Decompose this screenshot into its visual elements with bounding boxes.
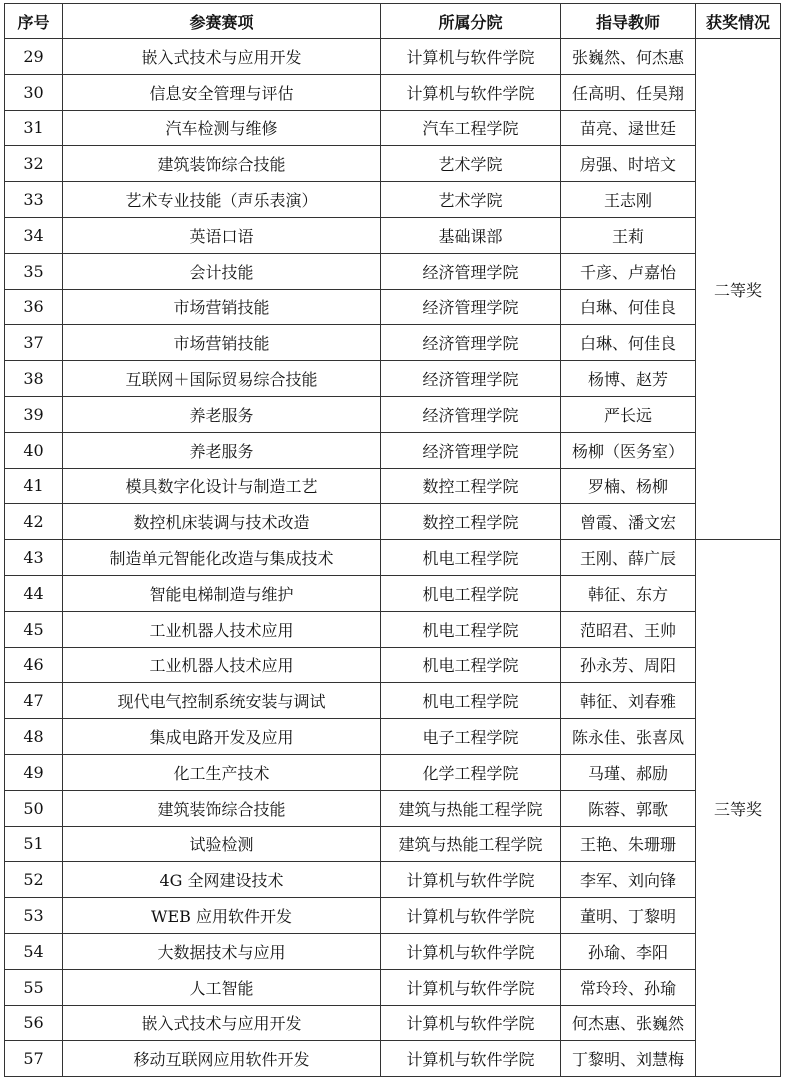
row-index: 31 — [5, 110, 63, 146]
row-college: 建筑与热能工程学院 — [381, 790, 561, 826]
row-college: 计算机与软件学院 — [381, 39, 561, 75]
header-row — [5, 4, 781, 39]
table-row — [5, 683, 781, 719]
row-teachers: 何杰惠、张巍然 — [561, 1005, 696, 1041]
table-row — [5, 432, 781, 468]
row-college: 经济管理学院 — [381, 253, 561, 289]
table-row — [5, 289, 781, 325]
row-college: 计算机与软件学院 — [381, 898, 561, 934]
row-teachers: 孙永芳、周阳 — [561, 647, 696, 683]
row-index: 40 — [5, 432, 63, 468]
row-event: 移动互联网应用软件开发 — [63, 1041, 381, 1077]
row-event: 工业机器人技术应用 — [63, 611, 381, 647]
row-event: 嵌入式技术与应用开发 — [63, 1005, 381, 1041]
awards-table — [4, 3, 781, 1077]
row-teachers: 董明、丁黎明 — [561, 898, 696, 934]
row-index: 42 — [5, 504, 63, 540]
row-index: 43 — [5, 540, 63, 576]
row-college: 计算机与软件学院 — [381, 1041, 561, 1077]
header-teachers: 指导教师 — [561, 4, 696, 39]
row-index: 56 — [5, 1005, 63, 1041]
table-row — [5, 39, 781, 75]
row-college: 电子工程学院 — [381, 719, 561, 755]
row-index: 54 — [5, 933, 63, 969]
row-college: 经济管理学院 — [381, 432, 561, 468]
row-event: 会计技能 — [63, 253, 381, 289]
row-college: 数控工程学院 — [381, 504, 561, 540]
row-event: 养老服务 — [63, 396, 381, 432]
row-index: 49 — [5, 754, 63, 790]
row-index: 36 — [5, 289, 63, 325]
table-row — [5, 969, 781, 1005]
row-teachers: 曾霞、潘文宏 — [561, 504, 696, 540]
row-index: 45 — [5, 611, 63, 647]
row-college: 经济管理学院 — [381, 361, 561, 397]
row-event: 建筑装饰综合技能 — [63, 790, 381, 826]
row-event: 4G 全网建设技术 — [63, 862, 381, 898]
row-event: 建筑装饰综合技能 — [63, 146, 381, 182]
row-college: 计算机与软件学院 — [381, 1005, 561, 1041]
row-event: 英语口语 — [63, 217, 381, 253]
row-teachers: 千彦、卢嘉怡 — [561, 253, 696, 289]
row-college: 机电工程学院 — [381, 683, 561, 719]
row-index: 50 — [5, 790, 63, 826]
row-teachers: 杨博、赵芳 — [561, 361, 696, 397]
row-event: 信息安全管理与评估 — [63, 74, 381, 110]
table-row — [5, 361, 781, 397]
row-index: 41 — [5, 468, 63, 504]
row-college: 建筑与热能工程学院 — [381, 826, 561, 862]
row-teachers: 孙瑜、李阳 — [561, 933, 696, 969]
row-index: 57 — [5, 1041, 63, 1077]
row-event: 集成电路开发及应用 — [63, 719, 381, 755]
row-event: 市场营销技能 — [63, 325, 381, 361]
header-award: 获奖情况 — [696, 4, 781, 39]
row-college: 艺术学院 — [381, 146, 561, 182]
row-index: 53 — [5, 898, 63, 934]
table-row — [5, 790, 781, 826]
row-index: 51 — [5, 826, 63, 862]
row-teachers: 丁黎明、刘慧梅 — [561, 1041, 696, 1077]
table-row — [5, 146, 781, 182]
row-college: 机电工程学院 — [381, 575, 561, 611]
row-teachers: 马瑾、郝励 — [561, 754, 696, 790]
row-college: 计算机与软件学院 — [381, 862, 561, 898]
row-event: 养老服务 — [63, 432, 381, 468]
row-event: 大数据技术与应用 — [63, 933, 381, 969]
table-body — [5, 39, 781, 1077]
row-college: 机电工程学院 — [381, 540, 561, 576]
row-teachers: 范昭君、王帅 — [561, 611, 696, 647]
table-row — [5, 826, 781, 862]
row-college: 基础课部 — [381, 217, 561, 253]
row-index: 44 — [5, 575, 63, 611]
row-index: 35 — [5, 253, 63, 289]
row-event: 汽车检测与维修 — [63, 110, 381, 146]
row-teachers: 韩征、刘春雅 — [561, 683, 696, 719]
table-row — [5, 74, 781, 110]
row-event: 人工智能 — [63, 969, 381, 1005]
table-row — [5, 540, 781, 576]
row-event: 互联网＋国际贸易综合技能 — [63, 361, 381, 397]
row-teachers: 王志刚 — [561, 182, 696, 218]
row-index: 34 — [5, 217, 63, 253]
table-row — [5, 898, 781, 934]
row-college: 数控工程学院 — [381, 468, 561, 504]
table-row — [5, 647, 781, 683]
award-level: 二等奖 — [696, 39, 781, 540]
row-index: 33 — [5, 182, 63, 218]
row-event: 现代电气控制系统安装与调试 — [63, 683, 381, 719]
row-index: 38 — [5, 361, 63, 397]
row-teachers: 白琳、何佳良 — [561, 289, 696, 325]
table-row — [5, 504, 781, 540]
row-index: 55 — [5, 969, 63, 1005]
header-index: 序号 — [5, 4, 63, 39]
row-index: 52 — [5, 862, 63, 898]
table-row — [5, 110, 781, 146]
row-college: 计算机与软件学院 — [381, 74, 561, 110]
table-row — [5, 862, 781, 898]
row-index: 37 — [5, 325, 63, 361]
row-index: 30 — [5, 74, 63, 110]
row-event: 智能电梯制造与维护 — [63, 575, 381, 611]
row-event: 艺术专业技能（声乐表演） — [63, 182, 381, 218]
row-event: 工业机器人技术应用 — [63, 647, 381, 683]
row-event: 嵌入式技术与应用开发 — [63, 39, 381, 75]
row-event: 试验检测 — [63, 826, 381, 862]
row-index: 29 — [5, 39, 63, 75]
row-teachers: 陈蓉、郭歌 — [561, 790, 696, 826]
row-event: WEB 应用软件开发 — [63, 898, 381, 934]
row-teachers: 王刚、薛广辰 — [561, 540, 696, 576]
row-event: 制造单元智能化改造与集成技术 — [63, 540, 381, 576]
row-college: 艺术学院 — [381, 182, 561, 218]
table-row — [5, 182, 781, 218]
table-row — [5, 1005, 781, 1041]
row-teachers: 常玲玲、孙瑜 — [561, 969, 696, 1005]
row-teachers: 苗亮、逯世廷 — [561, 110, 696, 146]
table-row — [5, 325, 781, 361]
table-row — [5, 253, 781, 289]
table-row — [5, 575, 781, 611]
award-level: 三等奖 — [696, 540, 781, 1077]
row-teachers: 韩征、东方 — [561, 575, 696, 611]
row-teachers: 房强、时培文 — [561, 146, 696, 182]
row-college: 化学工程学院 — [381, 754, 561, 790]
row-teachers: 王莉 — [561, 217, 696, 253]
row-college: 机电工程学院 — [381, 611, 561, 647]
table-row — [5, 754, 781, 790]
row-college: 经济管理学院 — [381, 396, 561, 432]
row-teachers: 陈永佳、张喜凤 — [561, 719, 696, 755]
row-event: 化工生产技术 — [63, 754, 381, 790]
table-row — [5, 611, 781, 647]
table-row — [5, 217, 781, 253]
row-college: 机电工程学院 — [381, 647, 561, 683]
table-row — [5, 719, 781, 755]
table-row — [5, 396, 781, 432]
row-teachers: 王艳、朱珊珊 — [561, 826, 696, 862]
row-teachers: 严长远 — [561, 396, 696, 432]
table-row — [5, 1041, 781, 1077]
row-event: 模具数字化设计与制造工艺 — [63, 468, 381, 504]
row-index: 46 — [5, 647, 63, 683]
row-index: 48 — [5, 719, 63, 755]
row-index: 32 — [5, 146, 63, 182]
header-college: 所属分院 — [381, 4, 561, 39]
row-teachers: 任高明、任昊翔 — [561, 74, 696, 110]
row-teachers: 张巍然、何杰惠 — [561, 39, 696, 75]
row-college: 计算机与软件学院 — [381, 933, 561, 969]
row-index: 47 — [5, 683, 63, 719]
row-event: 市场营销技能 — [63, 289, 381, 325]
row-index: 39 — [5, 396, 63, 432]
row-college: 汽车工程学院 — [381, 110, 561, 146]
row-event: 数控机床装调与技术改造 — [63, 504, 381, 540]
table-row — [5, 468, 781, 504]
table-row — [5, 933, 781, 969]
row-college: 经济管理学院 — [381, 325, 561, 361]
row-teachers: 杨柳（医务室） — [561, 432, 696, 468]
row-teachers: 罗楠、杨柳 — [561, 468, 696, 504]
row-college: 计算机与软件学院 — [381, 969, 561, 1005]
header-event: 参赛赛项 — [63, 4, 381, 39]
row-teachers: 白琳、何佳良 — [561, 325, 696, 361]
row-teachers: 李军、刘向锋 — [561, 862, 696, 898]
row-college: 经济管理学院 — [381, 289, 561, 325]
